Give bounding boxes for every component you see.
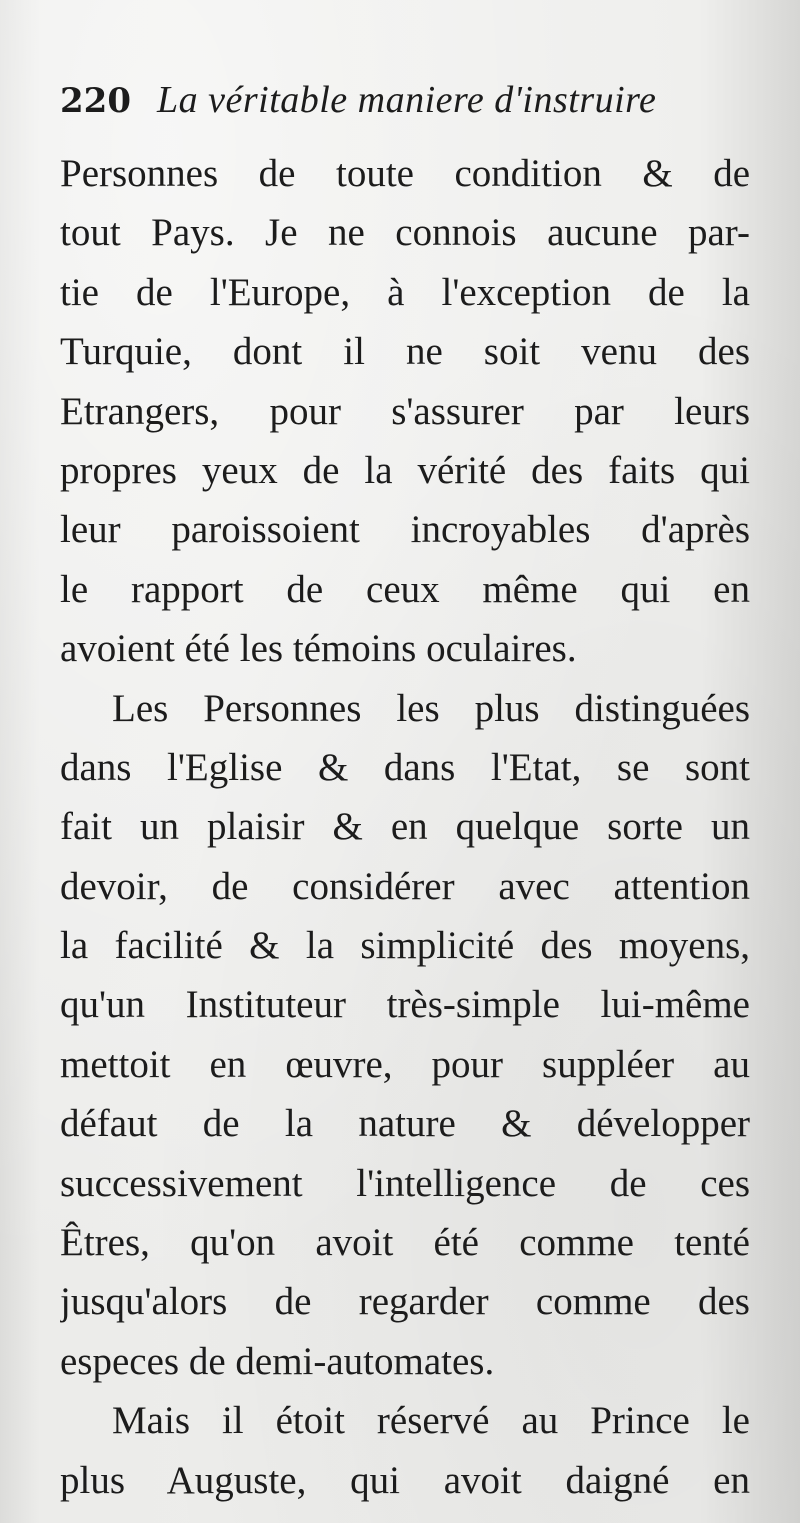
text-line: leur paroissoient incroyables d'après xyxy=(60,508,750,552)
text-line: défaut de la nature & développer xyxy=(60,1102,750,1146)
text-line: qu'un Instituteur très-simple lui-même xyxy=(60,983,750,1027)
text-line: fait un plaisir & en quelque sorte un xyxy=(60,805,750,849)
running-title: La véritable maniere d'instruire xyxy=(156,79,657,121)
text-line: la facilité & la simplicité des moyens, xyxy=(60,924,750,968)
text-line: successivement l'intelligence de ces xyxy=(60,1161,750,1205)
text-line: mettoit en œuvre, pour suppléer au xyxy=(60,1042,750,1086)
text-line: devoir, de considérer avec attention xyxy=(60,864,750,908)
text-line: Etrangers, pour s'assurer par leurs xyxy=(60,389,750,433)
text-line: tie de l'Europe, à l'exception de la xyxy=(60,270,750,314)
text-line: le rapport de ceux même qui en xyxy=(60,567,750,611)
text-line: dans l'Eglise & dans l'Etat, se sont xyxy=(60,745,750,789)
text-line: propres yeux de la vérité des faits qui xyxy=(60,448,750,492)
text-line: avoient été les témoins oculaires. xyxy=(60,627,577,671)
text-line: jusqu'alors de regarder comme des xyxy=(60,1280,750,1324)
text-line: plus Auguste, qui avoit daigné en xyxy=(60,1458,750,1502)
text-line: Personnes de toute condition & de xyxy=(60,152,750,195)
text-line: Mais il étoit réservé au Prince le xyxy=(112,1399,750,1443)
text-line: tout Pays. Je ne connois aucune par- xyxy=(60,211,750,255)
text-line: Turquie, dont il ne soit venu des xyxy=(60,330,750,374)
text-line: Les Personnes les plus distinguées xyxy=(112,686,750,730)
running-head xyxy=(60,78,710,134)
page-number: 220 xyxy=(60,81,131,121)
body-text xyxy=(60,144,750,1510)
text-line: especes de demi-automates. xyxy=(60,1339,495,1383)
text-line: Êtres, qu'on avoit été comme tenté xyxy=(60,1221,750,1265)
